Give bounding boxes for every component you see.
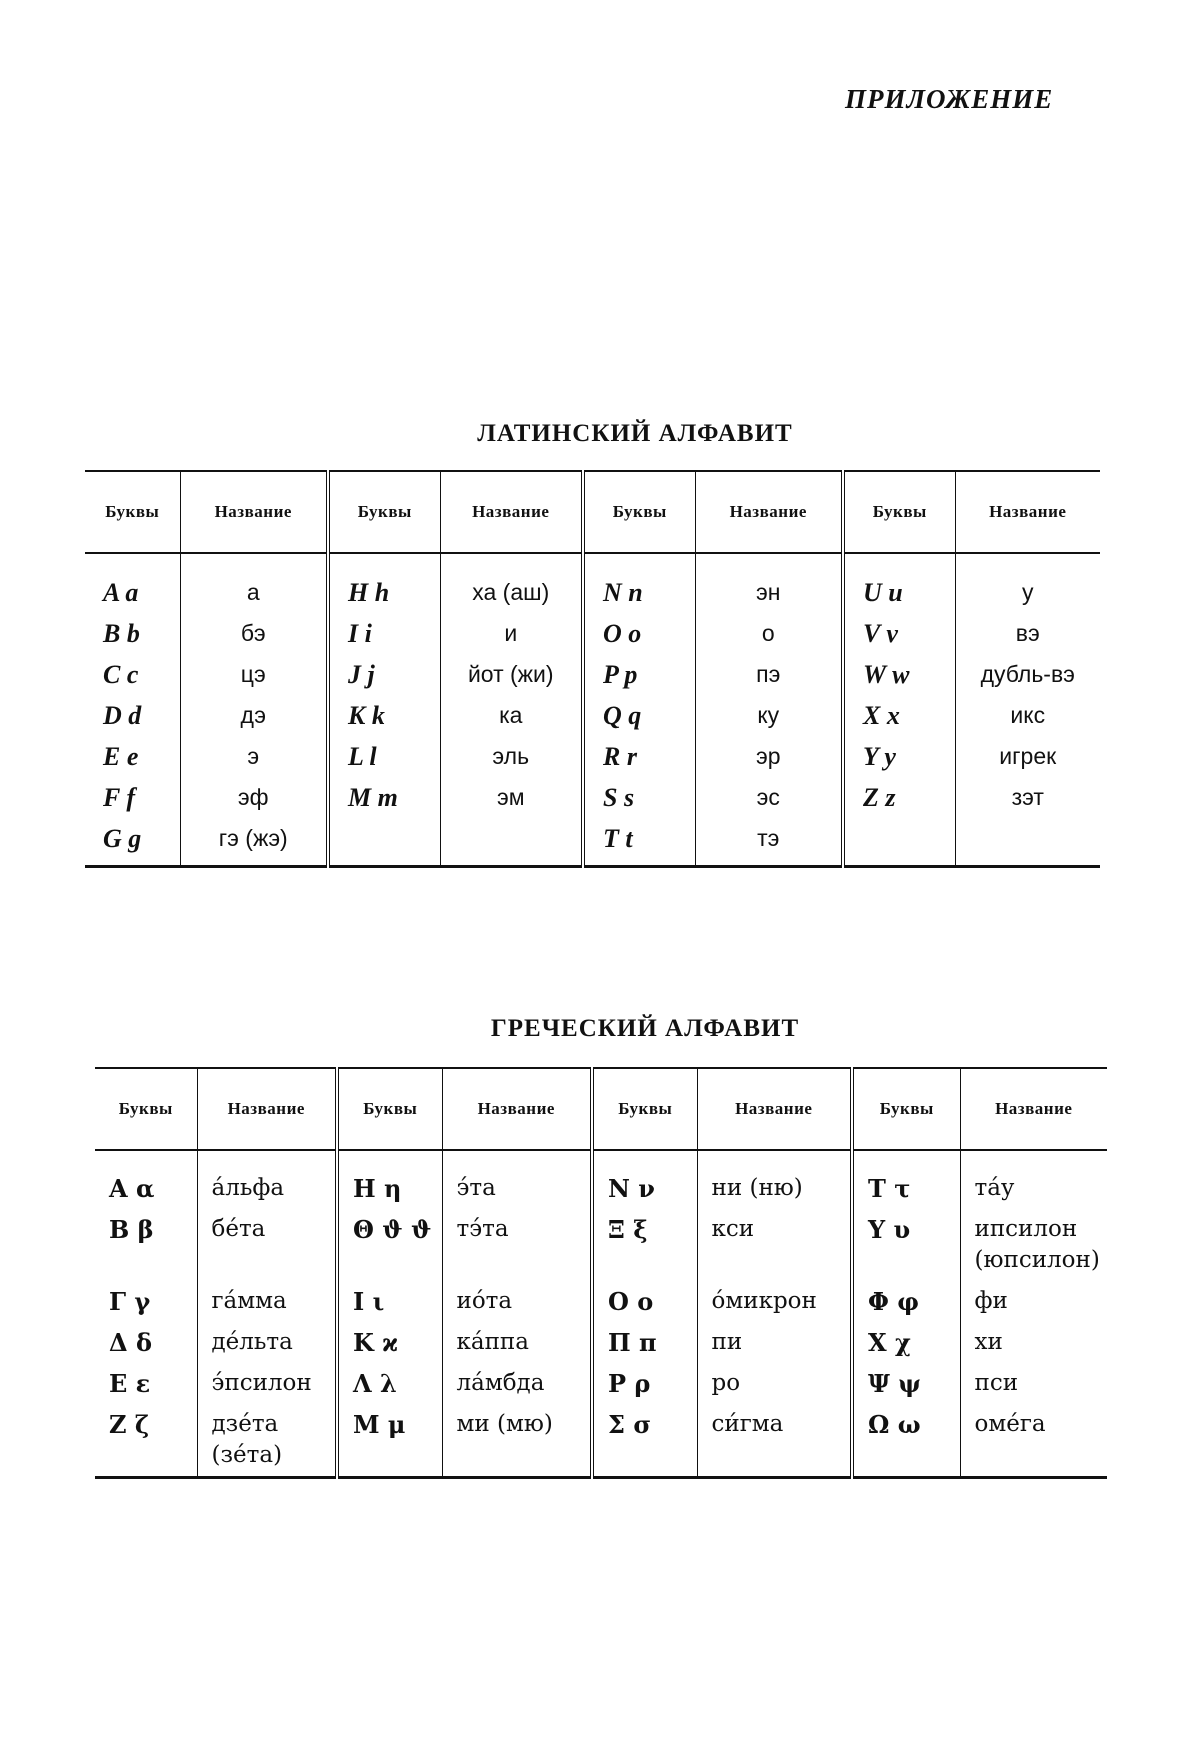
letter-name: де́льта — [197, 1322, 337, 1363]
letter-pair: M m — [328, 777, 440, 818]
greek-table-body — [95, 1150, 1107, 1478]
greek-alphabet-title: ГРЕЧЕСКИЙ АЛФАВИТ — [490, 1015, 800, 1042]
letter-pair: Χ χ — [852, 1322, 960, 1363]
letter-name: э — [180, 736, 328, 777]
table-row — [85, 553, 1100, 613]
letter-pair: Ο ο — [592, 1281, 697, 1322]
letter-name: эм — [440, 777, 583, 818]
letter-name: ха (аш) — [440, 553, 583, 613]
letter-pair: F f — [85, 777, 180, 818]
letter-pair: X x — [843, 695, 955, 736]
column-header-name: Название — [440, 471, 583, 553]
page-header: ПРИЛОЖЕНИЕ — [845, 84, 1054, 114]
letter-pair: Λ λ — [337, 1363, 442, 1404]
letter-pair: Ω ω — [852, 1404, 960, 1478]
letter-pair: Δ δ — [95, 1322, 197, 1363]
letter-pair: K k — [328, 695, 440, 736]
letter-name: тэ — [695, 818, 843, 867]
table-row — [95, 1281, 1107, 1322]
column-header-name: Название — [697, 1068, 852, 1150]
letter-pair: Υ υ — [852, 1209, 960, 1281]
column-header-name: Название — [180, 471, 328, 553]
letter-name: а — [180, 553, 328, 613]
table-row — [85, 736, 1100, 777]
letter-name-alternate: (юпсилон) — [974, 1247, 1100, 1273]
greek-alphabet-table — [95, 1067, 1107, 1479]
letter-pair: C c — [85, 654, 180, 695]
letter-pair — [328, 818, 440, 867]
letter-name-primary: дзе́та — [211, 1411, 279, 1437]
letter-pair: Ι ι — [337, 1281, 442, 1322]
letter-pair: S s — [583, 777, 695, 818]
letter-name: тэ́та — [442, 1209, 592, 1281]
table-row — [85, 695, 1100, 736]
letter-name: оме́га — [974, 1411, 1046, 1437]
letter-name: дубль-вэ — [980, 661, 1075, 687]
letter-name: эль — [440, 736, 583, 777]
column-header-letters: Буквы — [592, 1068, 697, 1150]
letter-pair: G g — [85, 818, 180, 867]
letter-name: а́льфа — [197, 1150, 337, 1209]
table-row — [85, 613, 1100, 654]
letter-name: дэ — [180, 695, 328, 736]
letter-pair: O o — [583, 613, 695, 654]
latin-header-row — [85, 471, 1100, 553]
letter-name: бэ — [180, 613, 328, 654]
column-header-name: Название — [442, 1068, 592, 1150]
letter-name: га́мма — [197, 1281, 337, 1322]
letter-name: гэ (жэ) — [180, 818, 328, 867]
column-header-name: Название — [955, 471, 1100, 553]
letter-pair: Q q — [583, 695, 695, 736]
letter-pair: E e — [85, 736, 180, 777]
letter-pair: Γ γ — [95, 1281, 197, 1322]
letter-name — [955, 818, 1100, 867]
letter-name: ка — [440, 695, 583, 736]
column-header-letters: Буквы — [328, 471, 440, 553]
table-row — [95, 1404, 1107, 1478]
latin-alphabet-title: ЛАТИНСКИЙ АЛФАВИТ — [477, 420, 793, 447]
letter-name: о — [695, 613, 843, 654]
letter-name: э́псилон — [197, 1363, 337, 1404]
latin-alphabet-table — [85, 470, 1100, 868]
letter-pair: J j — [328, 654, 440, 695]
letter-pair: Α α — [95, 1150, 197, 1209]
letter-name: пэ — [695, 654, 843, 695]
column-header-letters: Буквы — [337, 1068, 442, 1150]
letter-pair: N n — [583, 553, 695, 613]
letter-name: э́та — [442, 1150, 592, 1209]
letter-name: цэ — [180, 654, 328, 695]
letter-pair: I i — [328, 613, 440, 654]
letter-pair: Θ ϑ ϑ — [337, 1209, 442, 1281]
letter-pair: B b — [85, 613, 180, 654]
table-row — [95, 1150, 1107, 1209]
letter-name: вэ — [1015, 620, 1040, 646]
column-header-name: Название — [695, 471, 843, 553]
letter-name: си́гма — [697, 1404, 852, 1478]
column-header-letters: Буквы — [95, 1068, 197, 1150]
letter-name: та́у — [974, 1175, 1015, 1201]
letter-pair: D d — [85, 695, 180, 736]
letter-pair: H h — [328, 553, 440, 613]
table-row — [85, 777, 1100, 818]
letter-name: игрек — [999, 743, 1057, 769]
letter-name: ка́ппа — [442, 1322, 592, 1363]
column-header-letters: Буквы — [843, 471, 955, 553]
letter-name: эс — [695, 777, 843, 818]
letter-pair: W w — [843, 654, 955, 695]
greek-header-row — [95, 1068, 1107, 1150]
letter-pair: L l — [328, 736, 440, 777]
letter-name: фи — [974, 1288, 1008, 1314]
letter-name: пси — [974, 1370, 1019, 1396]
letter-pair — [843, 818, 955, 867]
letter-pair: Ε ε — [95, 1363, 197, 1404]
letter-pair: Κ ϰ — [337, 1322, 442, 1363]
letter-name: эр — [695, 736, 843, 777]
letter-pair: T t — [583, 818, 695, 867]
letter-name: у — [1022, 579, 1034, 605]
letter-pair: Ν ν — [592, 1150, 697, 1209]
letter-pair: R r — [583, 736, 695, 777]
letter-pair: U u — [843, 553, 955, 613]
letter-name: о́микрон — [697, 1281, 852, 1322]
letter-pair: Η η — [337, 1150, 442, 1209]
letter-pair: Ψ ψ — [852, 1363, 960, 1404]
letter-pair: Π π — [592, 1322, 697, 1363]
letter-pair: Y y — [843, 736, 955, 777]
letter-pair: Σ σ — [592, 1404, 697, 1478]
letter-pair: Ρ ρ — [592, 1363, 697, 1404]
column-header-name: Название — [197, 1068, 337, 1150]
letter-pair: Z z — [843, 777, 955, 818]
letter-name — [960, 1209, 1107, 1281]
letter-pair: Β β — [95, 1209, 197, 1281]
letter-name — [440, 818, 583, 867]
letter-name-alternate: (зе́та) — [211, 1442, 283, 1468]
column-header-letters: Буквы — [583, 471, 695, 553]
letter-pair: Ζ ζ — [95, 1404, 197, 1478]
letter-name: зэт — [1011, 784, 1044, 810]
column-header-letters: Буквы — [85, 471, 180, 553]
letter-name: бе́та — [197, 1209, 337, 1281]
letter-pair: Τ τ — [852, 1150, 960, 1209]
letter-name: ни (ню) — [697, 1150, 852, 1209]
letter-name — [197, 1404, 337, 1478]
column-header-name: Название — [960, 1068, 1107, 1150]
letter-name: ку — [695, 695, 843, 736]
latin-table-body — [85, 553, 1100, 867]
letter-name: эф — [180, 777, 328, 818]
table-row — [95, 1363, 1107, 1404]
letter-name: ио́та — [442, 1281, 592, 1322]
letter-name: йот (жи) — [440, 654, 583, 695]
letter-name: хи — [974, 1329, 1003, 1355]
letter-name: ми (мю) — [442, 1404, 592, 1478]
letter-name: и — [440, 613, 583, 654]
column-header-letters: Буквы — [852, 1068, 960, 1150]
letter-name: икс — [1010, 702, 1046, 728]
letter-pair: Μ μ — [337, 1404, 442, 1478]
letter-name: ла́мбда — [442, 1363, 592, 1404]
table-row — [85, 654, 1100, 695]
letter-pair: Φ φ — [852, 1281, 960, 1322]
table-row — [95, 1322, 1107, 1363]
letter-pair: V v — [843, 613, 955, 654]
letter-pair: P p — [583, 654, 695, 695]
table-row — [85, 818, 1100, 867]
letter-name-primary: ипсилон — [974, 1216, 1078, 1242]
letter-name: кси — [697, 1209, 852, 1281]
letter-name: пи — [697, 1322, 852, 1363]
letter-name: ро — [697, 1363, 852, 1404]
letter-pair: A a — [85, 553, 180, 613]
table-row — [95, 1209, 1107, 1281]
letter-pair: Ξ ξ — [592, 1209, 697, 1281]
letter-name: эн — [695, 553, 843, 613]
